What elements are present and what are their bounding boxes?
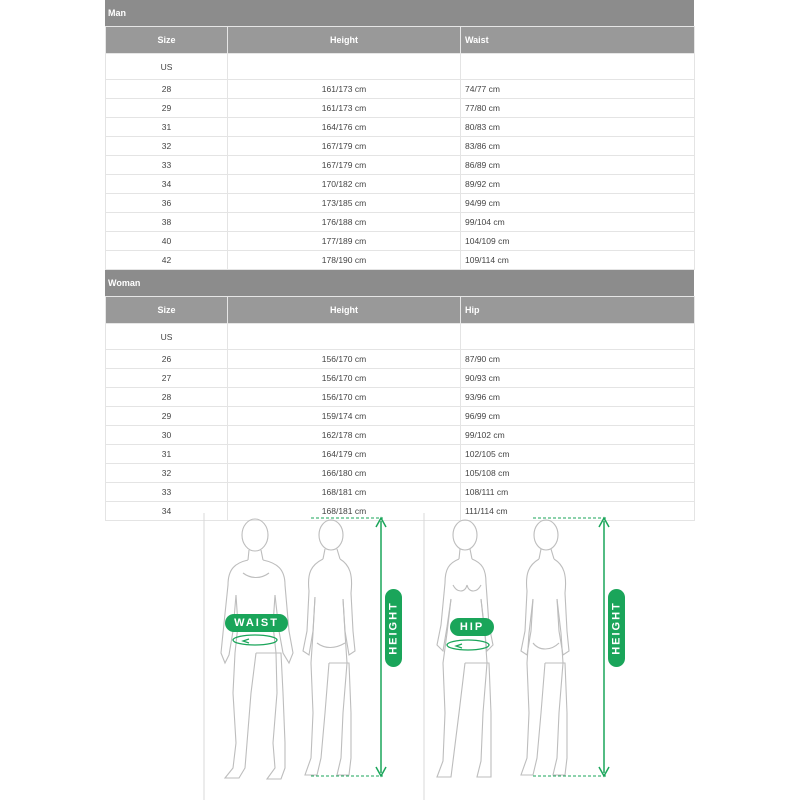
table-row (106, 232, 695, 251)
woman-section-title: Woman (105, 270, 694, 296)
size-cell: 28 (106, 388, 228, 407)
waist-cell: 94/99 cm (461, 194, 695, 213)
table-row (106, 483, 695, 502)
table-row (106, 445, 695, 464)
hip-cell: 108/111 cm (461, 483, 695, 502)
size-cell: 32 (106, 464, 228, 483)
column-header-hip: Hip (461, 297, 695, 324)
size-cell: 34 (106, 502, 228, 521)
unit-row (106, 54, 695, 80)
size-cell: 28 (106, 80, 228, 99)
man-back-figure (303, 520, 355, 775)
height-cell: 167/179 cm (228, 156, 461, 175)
height-cell: 176/188 cm (228, 213, 461, 232)
table-row (106, 99, 695, 118)
column-header-height: Height (228, 297, 461, 324)
unit-row (106, 324, 695, 350)
height-cell: 170/182 cm (228, 175, 461, 194)
size-cell: 29 (106, 99, 228, 118)
hip-cell: 102/105 cm (461, 445, 695, 464)
height-cell: 164/179 cm (228, 445, 461, 464)
table-row (106, 388, 695, 407)
woman-size-table (105, 296, 695, 521)
woman-height-label: HEIGHT (610, 601, 623, 655)
size-cell: 29 (106, 407, 228, 426)
size-cell: 30 (106, 426, 228, 445)
size-cell: 36 (106, 194, 228, 213)
woman-back-figure (521, 520, 569, 775)
size-cell: 33 (106, 156, 228, 175)
man-table-body (106, 54, 695, 270)
height-cell: 168/181 cm (228, 483, 461, 502)
man-height-label: HEIGHT (387, 601, 400, 655)
size-cell: 40 (106, 232, 228, 251)
table-row (106, 156, 695, 175)
unit-cell (228, 54, 461, 80)
man-section-title: Man (105, 0, 694, 26)
man-waist-label: WAIST (234, 617, 279, 629)
size-chart (105, 0, 694, 521)
hip-cell: 111/114 cm (461, 502, 695, 521)
height-cell: 166/180 cm (228, 464, 461, 483)
hip-cell: 93/96 cm (461, 388, 695, 407)
hip-cell: 90/93 cm (461, 369, 695, 388)
table-row (106, 137, 695, 156)
unit-cell (461, 324, 695, 350)
size-cell: 27 (106, 369, 228, 388)
size-cell: 38 (106, 213, 228, 232)
unit-cell (461, 54, 695, 80)
table-row (106, 369, 695, 388)
unit-cell: US (106, 54, 228, 80)
column-header-height: Height (228, 27, 461, 54)
table-row (106, 251, 695, 270)
table-row (106, 118, 695, 137)
hip-cell: 99/102 cm (461, 426, 695, 445)
table-row (106, 175, 695, 194)
woman-table-body (106, 324, 695, 521)
table-row (106, 213, 695, 232)
height-cell: 168/181 cm (228, 502, 461, 521)
height-cell: 161/173 cm (228, 80, 461, 99)
waist-cell: 83/86 cm (461, 137, 695, 156)
woman-hip-label: HIP (459, 621, 485, 633)
waist-cell: 89/92 cm (461, 175, 695, 194)
measurement-illustration (203, 513, 643, 800)
height-cell: 162/178 cm (228, 426, 461, 445)
height-cell: 167/179 cm (228, 137, 461, 156)
table-row (106, 350, 695, 369)
table-row (106, 194, 695, 213)
hip-cell: 96/99 cm (461, 407, 695, 426)
height-cell: 156/170 cm (228, 369, 461, 388)
size-cell: 26 (106, 350, 228, 369)
size-cell: 31 (106, 118, 228, 137)
woman-table-header-row (106, 297, 695, 324)
waist-cell: 104/109 cm (461, 232, 695, 251)
waist-cell: 109/114 cm (461, 251, 695, 270)
hip-cell: 105/108 cm (461, 464, 695, 483)
table-row (106, 407, 695, 426)
size-cell: 31 (106, 445, 228, 464)
waist-cell: 80/83 cm (461, 118, 695, 137)
table-row (106, 80, 695, 99)
waist-cell: 77/80 cm (461, 99, 695, 118)
height-cell: 164/176 cm (228, 118, 461, 137)
column-header-size: Size (106, 27, 228, 54)
unit-cell: US (106, 324, 228, 350)
man-front-figure (221, 519, 293, 779)
body-figures-svg (203, 513, 643, 800)
size-cell: 42 (106, 251, 228, 270)
table-row (106, 464, 695, 483)
man-table-header-row (106, 27, 695, 54)
waist-cell: 86/89 cm (461, 156, 695, 175)
height-cell: 177/189 cm (228, 232, 461, 251)
height-cell: 156/170 cm (228, 350, 461, 369)
size-cell: 33 (106, 483, 228, 502)
height-cell: 156/170 cm (228, 388, 461, 407)
height-cell: 173/185 cm (228, 194, 461, 213)
column-header-waist: Waist (461, 27, 695, 54)
height-cell: 159/174 cm (228, 407, 461, 426)
size-cell: 34 (106, 175, 228, 194)
waist-cell: 74/77 cm (461, 80, 695, 99)
hip-cell: 87/90 cm (461, 350, 695, 369)
height-cell: 161/173 cm (228, 99, 461, 118)
table-row (106, 426, 695, 445)
height-cell: 178/190 cm (228, 251, 461, 270)
unit-cell (228, 324, 461, 350)
size-cell: 32 (106, 137, 228, 156)
column-header-size: Size (106, 297, 228, 324)
waist-cell: 99/104 cm (461, 213, 695, 232)
man-size-table (105, 26, 695, 270)
